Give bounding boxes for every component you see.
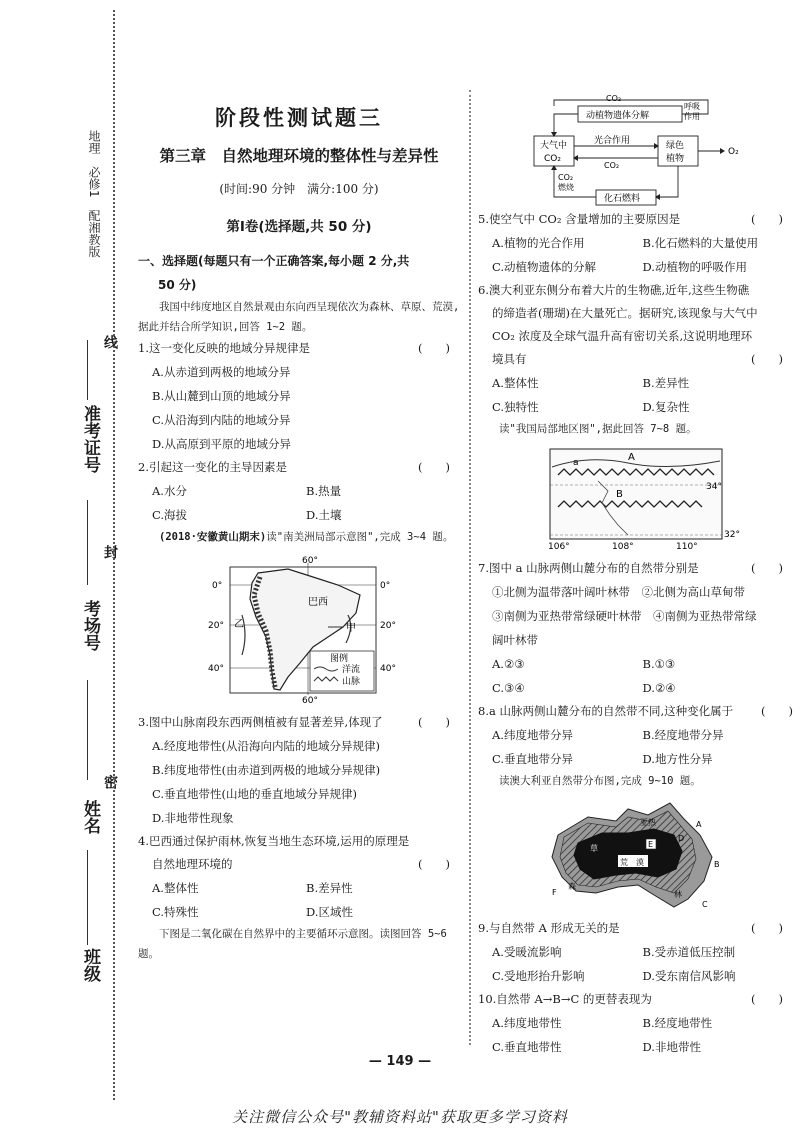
lat-40-right-label: 40° (380, 664, 396, 674)
q8-stem: 8.a 山脉两侧山麓分布的自然带不同,这种变化属于 (478, 704, 734, 718)
q4-stem-line2: 自然地理环境的 (152, 857, 233, 871)
q6-option-a: A.整体性 (492, 376, 539, 390)
q7-option-d: D.②④ (642, 681, 676, 695)
q8-option-c: C.垂直地带分异 (492, 752, 574, 766)
answer-blank: ( ) (751, 921, 783, 935)
lon-106-label: 106° (548, 542, 570, 552)
q4-option-a: A.整体性 (152, 881, 199, 895)
field-line (87, 680, 88, 780)
intro-q9-10: 读澳大利亚自然带分布图,完成 9~10 题。 (499, 775, 701, 787)
field-exam-id: 准考证号 (80, 405, 100, 473)
right-column (478, 92, 793, 1059)
q3-option-c: C.垂直地带性(山地的垂直地域分异规律) (152, 787, 358, 801)
q6-options (478, 371, 793, 419)
q4-options (138, 876, 460, 924)
part-title-line1: 一、选择题(每题只有一个正确答案,每小题 2 分,共 (138, 254, 410, 268)
q1-option-a: A.从赤道到两极的地域分异 (152, 365, 291, 379)
label-A: A (628, 452, 635, 463)
question-1 (138, 337, 460, 360)
co2-mid-label: CO₂ (604, 161, 620, 170)
respire-label-1: 呼吸 (684, 102, 700, 111)
q2-option-a: A.水分 (152, 484, 187, 498)
lat-34-label: 34° (706, 482, 722, 492)
answer-blank: ( ) (418, 715, 450, 729)
q6-option-c: C.独特性 (492, 400, 539, 414)
lat-40-label: 40° (208, 664, 224, 674)
co2-cycle-diagram (478, 92, 793, 208)
field-line (87, 340, 88, 400)
q8-options (478, 723, 793, 771)
q4-stem-line1: 4.巴西通过保护雨林,恢复当地生态环境,运用的原理是 (138, 834, 410, 848)
cut-mark-secret: 密 (102, 775, 118, 789)
answer-blank: ( ) (751, 561, 783, 575)
o2-label: O₂ (728, 147, 739, 157)
zone-grass-label: 草 (590, 844, 598, 853)
q6-stem-line2: 的缔造者(珊瑚)在大量死亡。据研究,该现象与大气中 (492, 306, 758, 320)
question-6 (478, 279, 793, 371)
q9-option-a: A.受暖流影响 (492, 945, 562, 959)
question-7 (478, 557, 793, 580)
q8-option-a: A.纬度地带分异 (492, 728, 573, 742)
intro-q3-4 (138, 527, 460, 547)
binding-subject: 地理 必修1 配湘教版 (87, 130, 101, 258)
china-region-map (478, 445, 793, 553)
q10-option-c: C.垂直地带性 (492, 1040, 562, 1054)
part-title (138, 249, 460, 297)
decompose-label: 动植物遗体分解 (586, 111, 650, 121)
source-note: (2018·安徽黄山期末) (159, 531, 267, 543)
field-room-no: 考场号 (80, 600, 100, 651)
page-title: 阶段性测试题三 (215, 105, 383, 130)
lat-0-label: 0° (212, 581, 223, 591)
lat-32-label: 32° (724, 530, 740, 540)
answer-blank: ( ) (751, 352, 783, 366)
burn-label: 燃烧 (558, 183, 574, 192)
question-9 (478, 917, 793, 940)
q7-stem: 7.图中 a 山脉两侧山麓分布的自然带分别是 (478, 561, 699, 575)
chapter-title: 第三章 自然地理环境的整体性与差异性 (159, 147, 439, 165)
zone-subtropic-label: 亚热 (640, 818, 656, 827)
lat-0-right-label: 0° (380, 581, 391, 591)
q4-option-b: B.差异性 (306, 881, 353, 895)
question-4 (138, 830, 460, 876)
q6-stem-line1: 6.澳大利亚东侧分布着大片的生物礁,近年,这些生物礁 (478, 283, 750, 297)
respire-label-2: 作用 (684, 112, 700, 121)
answer-blank: ( ) (418, 857, 450, 871)
lat-20-right-label: 20° (380, 621, 396, 631)
q9-options (478, 940, 793, 988)
q3-option-b: B.纬度地带性(由赤道到两极的地域分异规律) (152, 763, 381, 777)
question-8 (478, 700, 793, 723)
question-2 (138, 456, 460, 479)
q5-option-d: D.动植物的呼吸作用 (642, 260, 747, 274)
q10-option-a: A.纬度地带性 (492, 1016, 562, 1030)
answer-blank: ( ) (751, 992, 783, 1006)
photo-label: 光合作用 (594, 136, 631, 146)
q9-option-b: B.受赤道低压控制 (642, 945, 736, 959)
lon-bottom-label: 60° (302, 696, 318, 705)
jia-label: 甲 (346, 623, 356, 634)
answer-blank: ( ) (751, 212, 783, 226)
lon-108-label: 108° (612, 542, 634, 552)
q7-option-b: B.①③ (642, 657, 676, 671)
zone-F-label: F (552, 888, 557, 897)
q2-option-d: D.土壤 (306, 508, 342, 522)
q7-option-a: A.②③ (492, 657, 525, 671)
zone-C-label: C (702, 900, 708, 909)
south-america-map (138, 555, 460, 705)
zone-forest2-label: 林 (674, 890, 682, 899)
plants-label-2: 植物 (666, 154, 685, 164)
q4-option-c: C.特殊性 (152, 905, 199, 919)
q1-option-b: B.从山麓到山顶的地域分异 (152, 389, 291, 403)
q1-stem: 1.这一变化反映的地域分异规律是 (138, 341, 310, 355)
zone-desert-label: 荒 漠 (620, 858, 644, 867)
q4-option-d: D.区域性 (306, 905, 353, 919)
q1-option-d: D.从高原到平原的地域分异 (152, 437, 291, 451)
label-a: a (573, 458, 579, 468)
q10-stem: 10.自然带 A→B→C 的更替表现为 (478, 992, 652, 1006)
zone-forest-label: 森 (568, 882, 576, 891)
arrow-plants-fossil (656, 166, 678, 197)
q5-option-c: C.动植物遗体的分解 (492, 260, 597, 274)
yi-label: 乙 (234, 619, 244, 630)
field-name: 姓名 (80, 800, 100, 834)
arrow-decompose-atm (554, 114, 578, 136)
q6-option-d: D.复杂性 (642, 400, 690, 414)
q2-stem: 2.引起这一变化的主导因素是 (138, 460, 287, 474)
q2-option-c: C.海拔 (152, 508, 188, 522)
q2-option-b: B.热量 (306, 484, 342, 498)
binding-dotted-line (113, 10, 115, 1100)
binding-margin (0, 0, 118, 1139)
label-B: B (616, 489, 623, 500)
zone-E-label: E (648, 840, 654, 849)
time-score-line: (时间:90 分钟 满分:100 分) (219, 182, 379, 196)
lat-20-label: 20° (208, 621, 224, 631)
q9-stem: 9.与自然带 A 形成无关的是 (478, 921, 620, 935)
q6-option-b: B.差异性 (642, 376, 690, 390)
q8-option-b: B.经度地带分异 (642, 728, 724, 742)
q5-option-a: A.植物的光合作用 (492, 236, 585, 250)
field-class: 班级 (80, 948, 100, 982)
question-10 (478, 988, 793, 1011)
lon-top-label: 60° (302, 556, 318, 566)
q9-option-d: D.受东南信风影响 (642, 969, 736, 983)
atm-label-2: CO₂ (544, 154, 561, 164)
intro-q7-8: 读"我国局部地区图",据此回答 7~8 题。 (499, 423, 697, 435)
q3-option-a: A.经度地带性(从沿海向内陆的地域分异规律) (152, 739, 380, 753)
q7-option-c: C.③④ (492, 681, 525, 695)
field-line (87, 500, 88, 585)
part-title-line2: 50 分) (158, 278, 197, 292)
section-title: 第Ⅰ卷(选择题,共 50 分) (226, 219, 372, 235)
q9-option-c: C.受地形抬升影响 (492, 969, 585, 983)
q8-option-d: D.地方性分异 (642, 752, 713, 766)
q6-stem-line3: CO₂ 浓度及全球气温升高有密切关系,这说明地理环 (492, 329, 753, 343)
q6-stem-line4: 境具有 (492, 352, 527, 366)
cut-mark-seal: 封 (102, 545, 118, 559)
q7-statement-3: 阔叶林带 (492, 633, 538, 647)
intro-q1-2: 我国中纬度地区自然景观由东向西呈现依次为森林、草原、荒漠,据此并结合所学知识,回答 1~2 题。 (138, 301, 460, 333)
legend-title: 图例 (330, 654, 349, 664)
intro-q5-6: 下图是二氧化碳在自然界中的主要循环示意图。读图回答 5~6 题。 (138, 928, 447, 960)
footer-note: 关注微信公众号"教辅资料站"获取更多学习资料 (232, 1108, 568, 1126)
left-column (138, 98, 460, 964)
legend-current-label: 洋流 (342, 665, 361, 675)
field-line (87, 850, 88, 945)
column-divider (469, 90, 471, 1045)
zone-B-label: B (714, 860, 720, 869)
q10-option-b: B.经度地带性 (642, 1016, 713, 1030)
legend-mountain-label: 山脉 (342, 677, 361, 687)
cut-mark-line: 线 (102, 335, 118, 349)
q7-options (478, 652, 793, 700)
co2-top-label: CO₂ (606, 94, 622, 103)
q10-option-d: D.非地带性 (642, 1040, 701, 1054)
q3-option-d: D.非地带性现象 (152, 811, 234, 825)
question-5 (478, 208, 793, 231)
q7-statement-2: ③南侧为亚热带常绿硬叶林带 ④南侧为亚热带常绿 (492, 609, 757, 623)
q2-options (138, 479, 460, 527)
q3-stem: 3.图中山脉南段东西两侧植被有显著差异,体现了 (138, 715, 383, 729)
page-number: — 149 — (368, 1054, 432, 1069)
q5-option-b: B.化石燃料的大量使用 (642, 236, 759, 250)
zone-D-label: D (678, 834, 685, 843)
q5-options (478, 231, 793, 279)
answer-blank: ( ) (418, 341, 450, 355)
answer-blank: ( ) (418, 460, 450, 474)
q7-statement-1: ①北侧为温带落叶阔叶林带 ②北侧为高山草甸带 (492, 585, 745, 599)
fossil-label: 化石燃料 (604, 194, 641, 204)
intro-q3-4-text: 读"南美洲局部示意图",完成 3~4 题。 (266, 531, 454, 543)
plants-label-1: 绿色 (666, 141, 685, 151)
question-3 (138, 711, 460, 734)
q5-stem: 5.使空气中 CO₂ 含量增加的主要原因是 (478, 212, 681, 226)
lon-110-label: 110° (676, 542, 698, 552)
arrowhead (720, 148, 725, 154)
q10-options (478, 1011, 793, 1059)
australia-zones-map (478, 795, 793, 913)
zone-A-label: A (696, 820, 702, 829)
burn-co2-label: CO₂ (558, 173, 574, 182)
brazil-label: 巴西 (308, 597, 328, 608)
q1-option-c: C.从沿海到内陆的地域分异 (152, 413, 291, 427)
answer-blank: ( ) (761, 704, 793, 718)
atm-label-1: 大气中 (540, 141, 568, 151)
